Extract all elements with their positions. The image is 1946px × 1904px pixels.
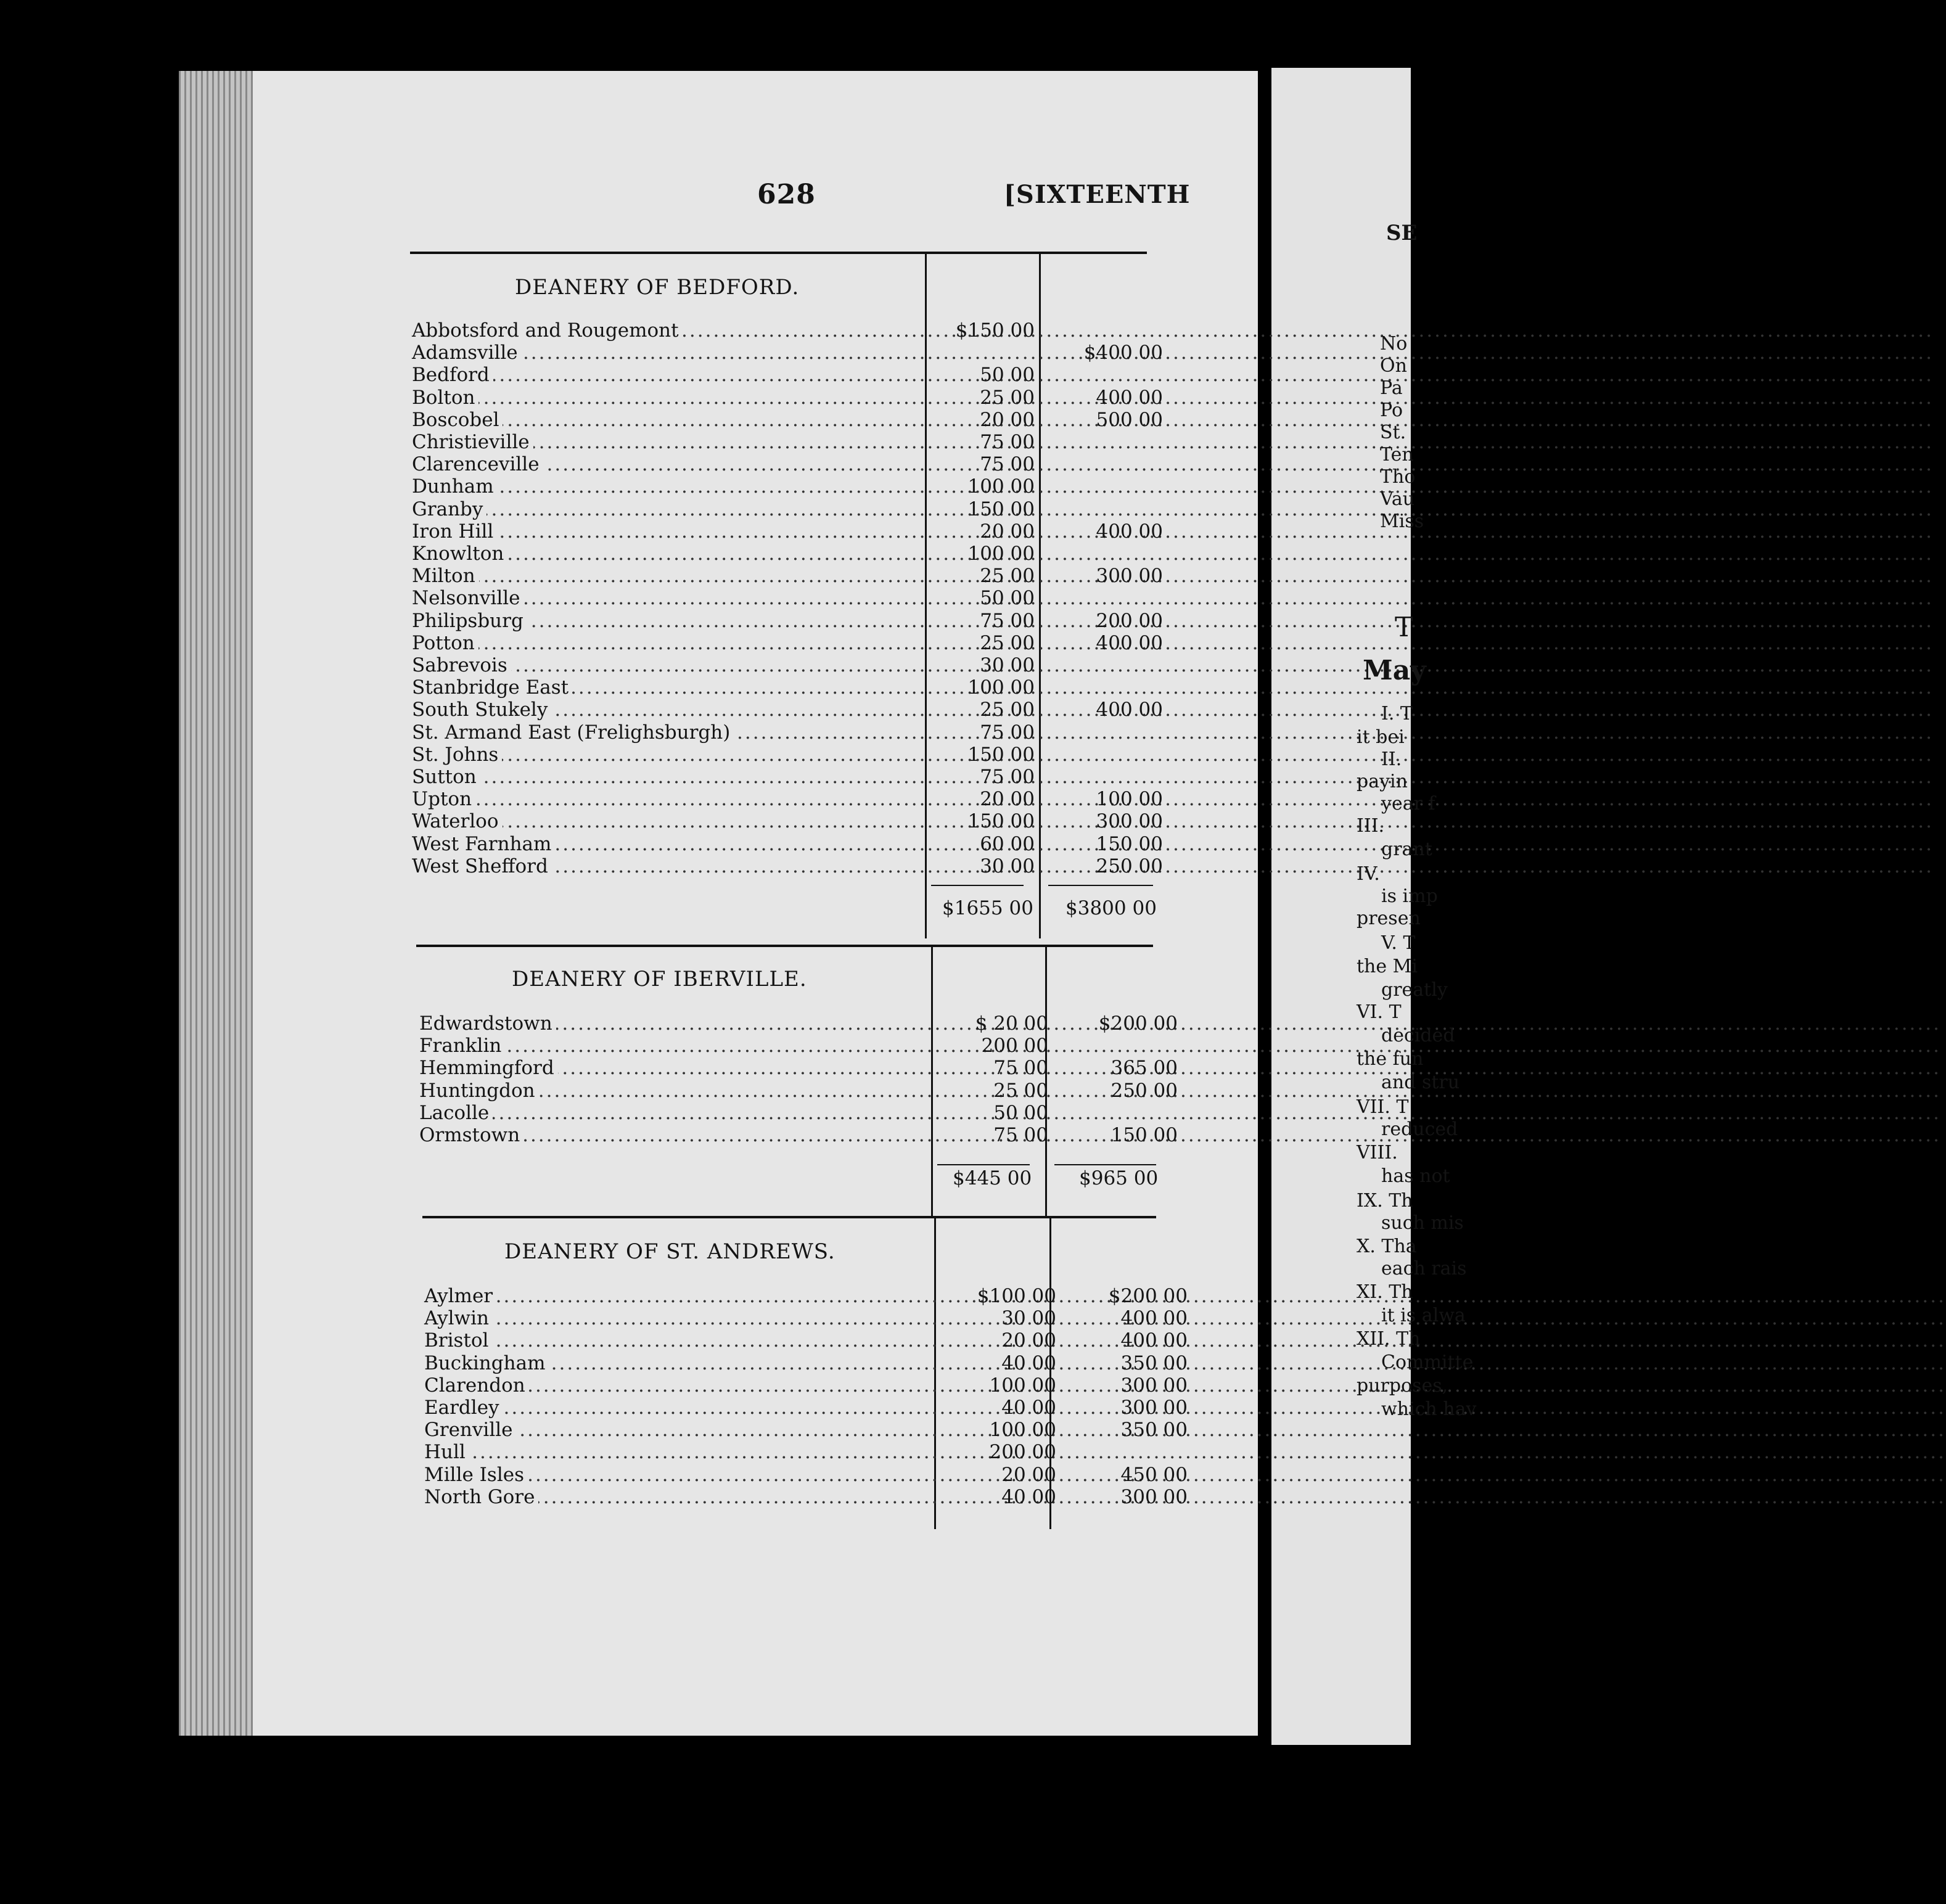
ledger-row — [424, 1485, 1188, 1508]
right-page-fragment: purposes, — [1357, 1375, 1448, 1397]
amount-col1: 40 00 — [1001, 1352, 1056, 1374]
amount-col1: 75 00 — [980, 721, 1035, 744]
amount-col2: 400 00 — [1096, 631, 1163, 654]
ledger-row — [412, 520, 1163, 543]
parish-name: Hemmingford ..... — [419, 1057, 931, 1079]
amount-col1: 100 00 — [989, 1374, 1056, 1397]
right-page-fragment: III. — [1357, 815, 1385, 837]
parish-name: St. Armand East (Frelighsburgh) ..... — [412, 721, 924, 744]
amount-col1: 75 00 — [993, 1057, 1048, 1080]
amount-col2: 400 00 — [1096, 699, 1163, 721]
parish-name: Aylmer ..... — [424, 1285, 936, 1307]
amount-col2: 400 00 — [1096, 386, 1163, 409]
right-page-fragment: the fun — [1357, 1048, 1424, 1070]
amount-col1: 200 00 — [981, 1035, 1048, 1057]
parish-name: South Stukely ..... — [412, 699, 924, 721]
ledger-row — [424, 1441, 1170, 1463]
ledger-row — [412, 364, 1158, 386]
amount-col2: 250 00 — [1096, 855, 1163, 877]
right-page-fragment: XI. Th — [1357, 1281, 1413, 1303]
ledger-row — [412, 386, 1163, 409]
right-page-fragment: grant — [1381, 839, 1432, 860]
total-rule — [1054, 1164, 1156, 1165]
parish-name: Iron Hill ..... — [412, 520, 924, 543]
ledger-row — [419, 1124, 1178, 1146]
parish-name: West Shefford ..... — [412, 855, 924, 877]
section-total-col1: $1655 00 — [942, 897, 1033, 919]
section-top-rule — [422, 1216, 1156, 1218]
parish-name: West Farnham ..... — [412, 833, 924, 855]
right-page-fragment: No — [1380, 333, 1408, 355]
parish-name: North Gore ..... — [424, 1486, 936, 1508]
amount-col2: 300 00 — [1120, 1485, 1188, 1508]
right-page-fragment: each rais — [1381, 1258, 1467, 1279]
amount-col1: 75 00 — [980, 766, 1035, 788]
amount-col1: 75 00 — [980, 453, 1035, 476]
ledger-row — [419, 1102, 1165, 1124]
parish-name: Hull ..... — [424, 1441, 936, 1463]
amount-col2: 400 00 — [1096, 520, 1163, 543]
ledger-row — [412, 543, 1158, 565]
amount-col1: 150 00 — [967, 498, 1035, 520]
parish-name: Mille Isles ..... — [424, 1464, 936, 1486]
amount-col1: 25 00 — [980, 631, 1035, 654]
amount-col1: 100 00 — [989, 1419, 1056, 1442]
parish-name: Christieville ..... — [412, 431, 924, 453]
right-page-fragment: St. — [1380, 422, 1406, 443]
ledger-row — [412, 342, 1163, 364]
ledger-row — [412, 766, 1158, 788]
right-page-fragment: Committe — [1381, 1352, 1474, 1373]
parish-name: Edwardstown ..... — [419, 1012, 931, 1035]
section-title: DEANERY OF BEDFORD. — [515, 275, 800, 300]
amount-col1: 75 00 — [980, 431, 1035, 453]
ledger-row — [412, 431, 1158, 453]
amount-col1: 100 00 — [967, 676, 1035, 699]
ledger-row — [424, 1285, 1188, 1307]
parish-name: Clarendon ..... — [424, 1374, 936, 1397]
right-page-fragment: and stru — [1381, 1072, 1460, 1093]
parish-name: Adamsville ..... — [412, 342, 924, 364]
ledger-row — [412, 721, 1158, 744]
right-page-fragment: decided — [1381, 1025, 1455, 1046]
right-page-fragment: SE — [1386, 221, 1418, 245]
right-page-fragment: May — [1363, 655, 1426, 686]
parish-name: Nelsonville ..... — [412, 587, 924, 609]
amount-col1: 150 00 — [967, 743, 1035, 766]
amount-col2: 365 00 — [1111, 1057, 1178, 1080]
right-page-fragment: IV. — [1357, 863, 1380, 885]
ledger-row — [412, 609, 1163, 632]
ledger-row — [412, 587, 1158, 609]
ledger-row — [412, 788, 1163, 811]
right-page-fragment: such mis — [1381, 1212, 1464, 1234]
amount-col1: 75 00 — [993, 1124, 1048, 1146]
ledger-row — [424, 1463, 1188, 1486]
ledger-row — [412, 631, 1163, 654]
amount-col1: 100 00 — [967, 543, 1035, 565]
amount-col2: 350 00 — [1120, 1352, 1188, 1374]
parish-name: Milton ..... — [412, 565, 924, 587]
parish-name: Sabrevois ..... — [412, 654, 924, 676]
amount-col2: 300 00 — [1096, 565, 1163, 588]
amount-col1: 50 00 — [980, 587, 1035, 610]
parish-name: Sutton ..... — [412, 766, 924, 788]
amount-col2: 500 00 — [1096, 408, 1163, 431]
amount-col2: 300 00 — [1120, 1397, 1188, 1419]
amount-col1: 20 00 — [980, 520, 1035, 543]
right-page-fragment: reduced — [1381, 1118, 1458, 1140]
ledger-row — [412, 855, 1163, 877]
right-page-fragment: Ten — [1380, 444, 1414, 466]
total-rule — [937, 1164, 1030, 1165]
right-page-fragment: presen — [1357, 908, 1421, 929]
parish-name: Franklin ..... — [419, 1035, 931, 1057]
right-page-fragment: Pa — [1380, 377, 1403, 399]
right-page-fragment: it bei — [1357, 726, 1405, 748]
ledger-row — [412, 810, 1163, 833]
amount-col1: 25 00 — [980, 699, 1035, 721]
parish-name: St. Johns ..... — [412, 744, 924, 766]
ledger-row — [419, 1057, 1178, 1080]
right-page-fragment: VII. T — [1357, 1096, 1409, 1118]
amount-col2: 300 00 — [1096, 810, 1163, 833]
parish-name: Stanbridge East ..... — [412, 676, 924, 699]
amount-col2: 100 00 — [1096, 788, 1163, 811]
ledger-row — [424, 1374, 1188, 1397]
right-page-fragment: has not — [1381, 1165, 1450, 1187]
ledger-row — [419, 1035, 1165, 1057]
section-total-col1: $445 00 — [953, 1167, 1032, 1189]
amount-col2: 300 00 — [1120, 1374, 1188, 1397]
parish-name: Clarenceville ..... — [412, 453, 924, 475]
amount-col1: 25 00 — [980, 386, 1035, 409]
amount-col1: 150 00 — [967, 810, 1035, 833]
amount-col2: $200 00 — [1098, 1012, 1178, 1035]
parish-name: Ormstown ..... — [419, 1124, 931, 1146]
amount-col1: 40 00 — [1001, 1485, 1056, 1508]
right-page-fragment: the Mi — [1357, 956, 1418, 977]
parish-name: Upton ..... — [412, 788, 924, 810]
amount-col2: 350 00 — [1120, 1419, 1188, 1442]
amount-col1: 50 00 — [993, 1101, 1048, 1124]
amount-col1: $100 00 — [977, 1285, 1056, 1307]
parish-name: Granby ..... — [412, 498, 924, 520]
total-rule — [1048, 885, 1153, 886]
parish-name: Bolton ..... — [412, 387, 924, 409]
parish-name: Boscobel ..... — [412, 409, 924, 431]
right-page-fragment: Tho — [1380, 466, 1416, 488]
right-page-fragment: greatly — [1381, 979, 1448, 1001]
right-page-fragment: it is alwa — [1381, 1305, 1466, 1326]
ledger-row — [412, 453, 1158, 475]
ledger-row — [412, 654, 1158, 676]
right-page-fragment: year f — [1381, 793, 1435, 815]
right-page-fragment: VIII. — [1357, 1142, 1398, 1163]
amount-col1: 30 00 — [980, 855, 1035, 877]
section-title: DEANERY OF ST. ANDREWS. — [504, 1239, 835, 1264]
parish-name: Philipsburg ..... — [412, 610, 924, 632]
ledger-row — [412, 319, 1158, 342]
amount-col1: 20 00 — [980, 408, 1035, 431]
right-page-fragment: I. T — [1381, 703, 1413, 724]
ledger-row — [412, 475, 1158, 498]
amount-col1: 20 00 — [1001, 1463, 1056, 1486]
amount-col2: 400 00 — [1120, 1329, 1188, 1352]
parish-name: Bedford ..... — [412, 364, 924, 386]
ledger-row — [412, 408, 1163, 431]
parish-name: Lacolle ..... — [419, 1102, 931, 1124]
ledger-row — [412, 744, 1158, 766]
right-page-fragment: IX. Th — [1357, 1190, 1413, 1212]
amount-col1: $150 00 — [955, 319, 1035, 342]
parish-name: Grenville ..... — [424, 1419, 936, 1441]
amount-col1: 50 00 — [980, 364, 1035, 387]
right-page-fragment: XII. Th — [1357, 1328, 1421, 1350]
right-page-fragment: payin — [1357, 771, 1408, 792]
right-page-fragment: Miss — [1380, 511, 1424, 532]
amount-col2: $400 00 — [1083, 342, 1163, 364]
ledger-row — [419, 1012, 1178, 1035]
amount-col1: 25 00 — [993, 1079, 1048, 1102]
amount-col1: 30 00 — [1001, 1307, 1056, 1330]
page-number: 628 — [757, 179, 816, 210]
amount-col1: 200 00 — [989, 1441, 1056, 1464]
ledger-row — [424, 1307, 1188, 1330]
running-head: [SIXTEENTH — [1004, 180, 1191, 209]
right-page-fragment: Po — [1380, 400, 1403, 421]
right-page-fragment: On — [1380, 355, 1407, 377]
parish-name: Huntingdon ..... — [419, 1080, 931, 1102]
right-page-fragment: VI. T — [1357, 1001, 1402, 1023]
ledger-row — [412, 676, 1158, 699]
amount-col2: 400 00 — [1120, 1307, 1188, 1330]
amount-col2: 150 00 — [1111, 1124, 1178, 1146]
right-page-fragment: V. T — [1381, 932, 1416, 954]
amount-col1: 60 00 — [980, 832, 1035, 855]
section-total-col2: $3800 00 — [1065, 897, 1157, 919]
ledger-row — [424, 1419, 1188, 1442]
ledger-row — [424, 1329, 1188, 1352]
ledger-row — [424, 1397, 1188, 1419]
amount-col2: 250 00 — [1111, 1079, 1178, 1102]
parish-name: Eardley ..... — [424, 1397, 936, 1419]
amount-col1: 30 00 — [980, 654, 1035, 676]
section-top-rule — [410, 252, 1147, 254]
amount-col2: 150 00 — [1096, 832, 1163, 855]
total-rule — [931, 885, 1024, 886]
right-page-fragment: T — [1395, 612, 1413, 643]
ledger-row — [412, 832, 1163, 855]
section-title: DEANERY OF IBERVILLE. — [512, 967, 807, 991]
amount-col1: 40 00 — [1001, 1397, 1056, 1419]
amount-col1: 20 00 — [980, 788, 1035, 811]
parish-name: Abbotsford and Rougemont ..... — [412, 319, 924, 342]
parish-name: Dunham ..... — [412, 475, 924, 498]
amount-col2: $200 00 — [1108, 1285, 1188, 1307]
right-page-fragment: Vau — [1380, 488, 1415, 510]
ledger-row — [412, 699, 1163, 721]
parish-name: Aylwin ..... — [424, 1307, 936, 1329]
amount-col1: 25 00 — [980, 565, 1035, 588]
parish-name: Bristol ..... — [424, 1329, 936, 1352]
amount-col2: 450 00 — [1120, 1463, 1188, 1486]
amount-col1: 20 00 — [1001, 1329, 1056, 1352]
right-page-fragment: is imp — [1381, 885, 1438, 907]
right-page-fragment: which hav — [1381, 1398, 1477, 1420]
ledger-row — [424, 1352, 1188, 1374]
amount-col1: 100 00 — [967, 475, 1035, 498]
parish-name: Knowlton ..... — [412, 543, 924, 565]
parish-name: Waterloo ..... — [412, 810, 924, 832]
parish-name: Potton ..... — [412, 632, 924, 654]
amount-col2: 200 00 — [1096, 609, 1163, 632]
right-page-fragment: II. — [1381, 749, 1402, 770]
amount-col1: $ 20 00 — [975, 1012, 1048, 1035]
section-top-rule — [416, 945, 1153, 947]
parish-name: Buckingham ..... — [424, 1352, 936, 1374]
right-page-fragment: X. Tha — [1357, 1236, 1417, 1257]
ledger-row — [412, 498, 1158, 520]
ledger-row — [419, 1079, 1178, 1102]
section-total-col2: $965 00 — [1079, 1167, 1159, 1189]
amount-col1: 75 00 — [980, 609, 1035, 632]
ledger-row — [412, 565, 1163, 588]
